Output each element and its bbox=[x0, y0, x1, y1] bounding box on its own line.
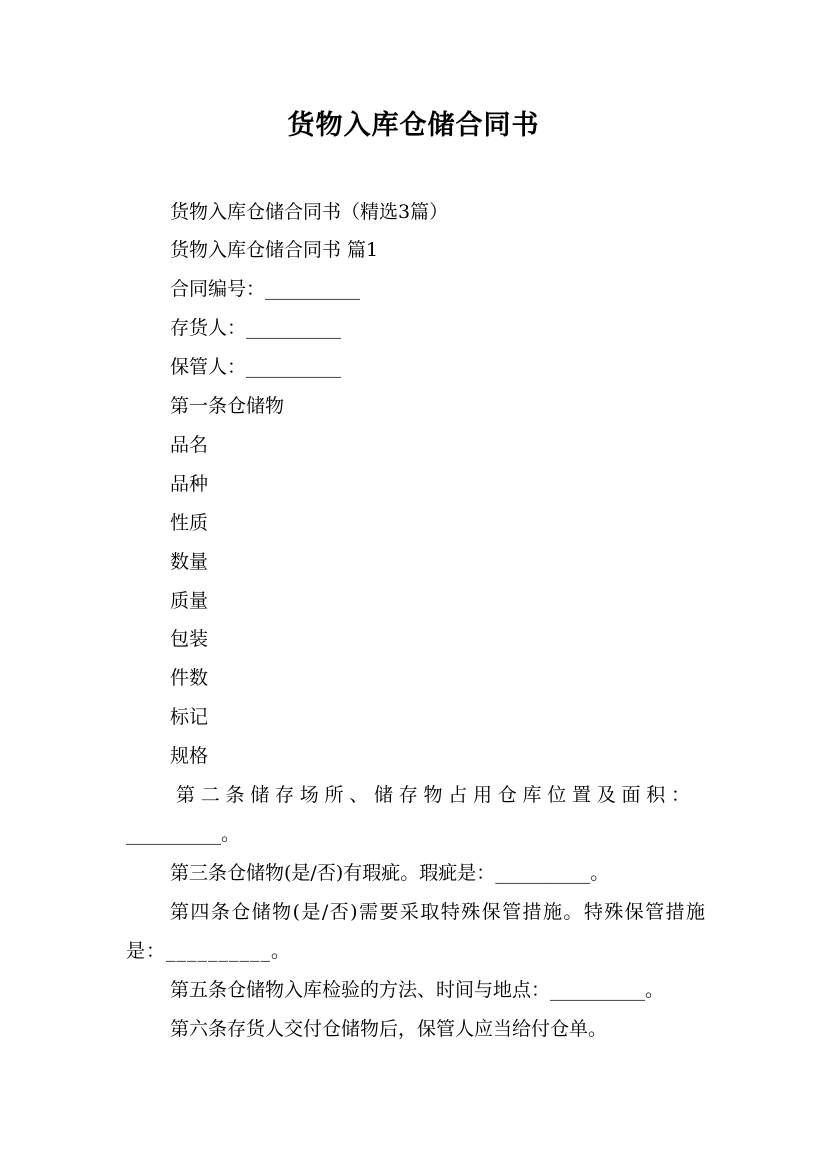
item-packaging: 包装 bbox=[170, 628, 209, 650]
article-2-line-2: __________。 bbox=[126, 823, 241, 845]
item-variety: 品种 bbox=[170, 473, 209, 495]
article-4: 第四条仓储物(是/否)需要采取特殊保管措施。特殊保管措施是：__________。 bbox=[126, 901, 706, 962]
item-name: 品名 bbox=[170, 434, 209, 456]
depositor-field: 存货人：__________ bbox=[170, 317, 342, 339]
document-title: 货物入库仓储合同书 bbox=[287, 110, 540, 141]
item-marking: 标记 bbox=[170, 706, 209, 728]
item-quantity: 数量 bbox=[170, 551, 209, 573]
article-2-line-1: 第二条储存场所、储存物占用仓库位置及面积： bbox=[176, 784, 690, 806]
article-5: 第五条仓储物入库检验的方法、时间与地点：__________。 bbox=[170, 979, 665, 1001]
item-nature: 性质 bbox=[170, 512, 209, 534]
item-quality: 质量 bbox=[170, 590, 209, 612]
section-heading: 货物入库仓储合同书 篇1 bbox=[170, 239, 379, 261]
item-piece-count: 件数 bbox=[170, 667, 209, 689]
article-3: 第三条仓储物(是/否)有瑕疵。瑕疵是：__________。 bbox=[170, 862, 610, 884]
article-1-heading: 第一条仓储物 bbox=[170, 395, 285, 417]
item-specification: 规格 bbox=[170, 745, 209, 767]
article-6: 第六条存货人交付仓储物后，保管人应当给付仓单。 bbox=[170, 1018, 608, 1040]
contract-number-field: 合同编号：__________ bbox=[170, 278, 361, 300]
custodian-field: 保管人：__________ bbox=[170, 356, 342, 378]
subtitle-line: 货物入库仓储合同书（精选3篇） bbox=[170, 201, 449, 223]
